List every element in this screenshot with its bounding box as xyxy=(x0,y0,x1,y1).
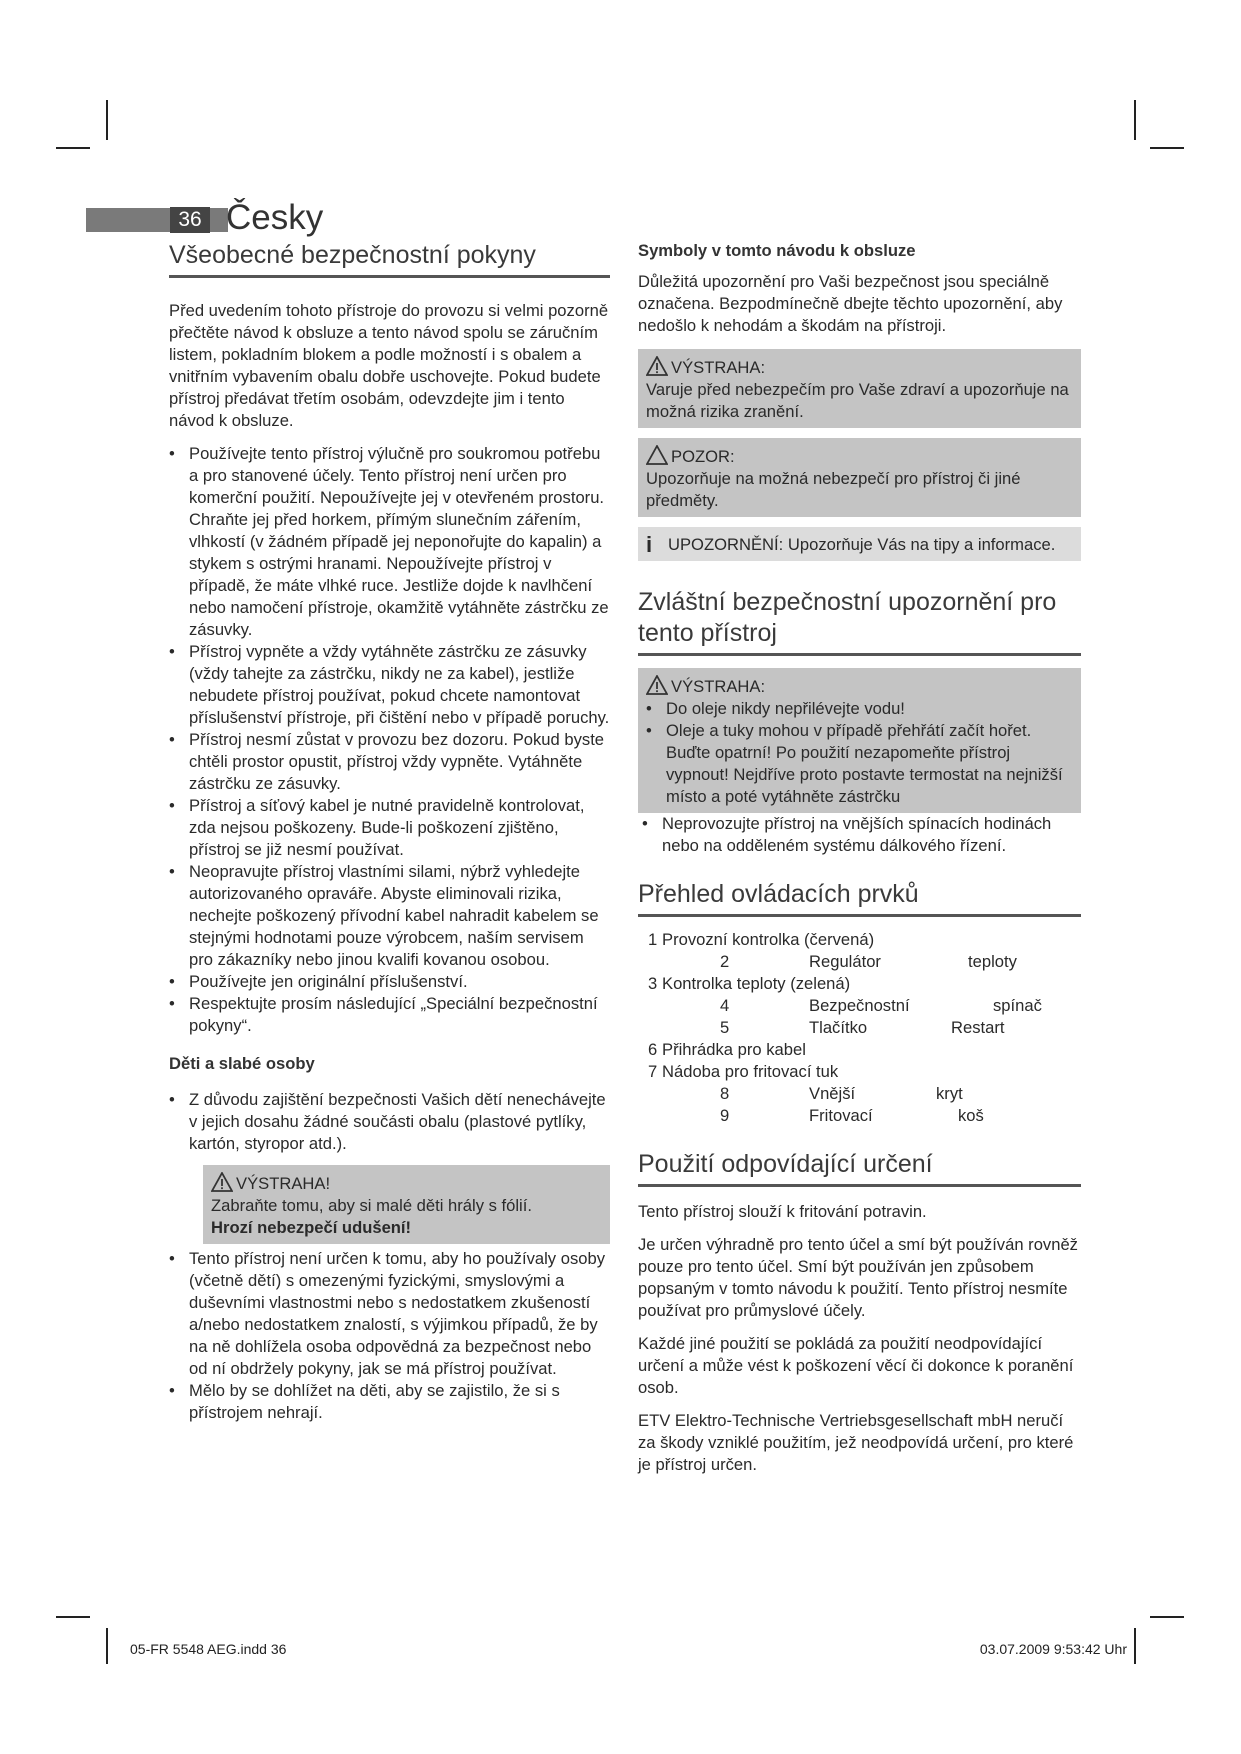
list-item: 7 Nádoba pro fritovací tuk xyxy=(648,1062,839,1081)
footer-file: 05-FR 5548 AEG.indd 36 xyxy=(130,1641,287,1657)
intro-paragraph: Před uvedením tohoto přístroje do provozu si velmi pozorně přečtěte návod k obsluze a tento návod spolu se záručním listem, pokladním blokem a podle možností i s obalem a vnitřním vybavením obalu dobře uschovejte. Pokud budete přístroj předávat třetím osobám, odevzdejte jim i tento návod k obsluze. xyxy=(169,301,609,430)
notice-text: Upozorňuje Vás na tipy a informace. xyxy=(787,535,1056,554)
warning-title-row xyxy=(646,675,1073,698)
language-title: Česky xyxy=(226,198,324,237)
list-item: 4 Bezpečnostní spínač xyxy=(720,996,1042,1015)
crop-mark xyxy=(1134,100,1136,140)
crop-mark xyxy=(56,147,90,149)
warning-text: Zabraňte tomu, aby si malé děti hrály s fólií. xyxy=(211,1196,532,1215)
symbols-heading: Symboly v tomto návodu k obsluze xyxy=(638,241,916,260)
children-heading: Děti a slabé osoby xyxy=(169,1054,315,1073)
list-item: • Používejte tento přístroj výlučně pro soukromou potřebu a pro stanovené účely. Tento přístroj není určen pro komerční použití. Nepoužívejte jej v otevřeném prostoru. Chraňte jej před horkem, přímým slunečním zářením, vlhkostí (v žádném případě jej neponořujte do kapalin) a stykem s ostrými hranami. Nepoužívejte přístroj v případě, že máte vlhké ruce. Jestliže dojde k navlhčení nebo namočení přístroje, okamžitě vytáhněte zástrčku ze zásuvky. xyxy=(169,443,610,641)
list-item: • Oleje a tuky mohou v případě přehřátí začít hořet. Buďte opatrní! Po použití nezapomeňte přístroj vypnout! Nejdříve proto postavte termostat na nejnižší místo a poté vytáhněte zástrčku xyxy=(646,720,1073,808)
warning-icon xyxy=(646,445,668,465)
list-item: • Respektujte prosím následující „Speciální bezpečnostní pokyny“. xyxy=(169,993,610,1037)
warning-text: Varuje před nebezpečím pro Vaše zdraví a upozorňuje na možná rizika zranění. xyxy=(646,380,1069,421)
children-list-2 xyxy=(169,1248,610,1424)
page-number: 36 xyxy=(170,207,210,233)
crop-mark xyxy=(1150,147,1184,149)
warning-bold: Hrozí nebezpečí udušení! xyxy=(211,1218,412,1237)
warning-box xyxy=(638,349,1081,428)
caution-title-row xyxy=(646,445,1073,468)
caution-box xyxy=(638,438,1081,517)
special-warning-list xyxy=(646,698,1073,808)
caution-title: POZOR: xyxy=(671,447,735,466)
safety-list xyxy=(169,443,610,1037)
section-title-general: Všeobecné bezpečnostní pokyny xyxy=(169,240,610,278)
list-item: • Používejte jen originální příslušenství. xyxy=(169,971,610,993)
footer-date: 03.07.2009 9:53:42 Uhr xyxy=(979,1641,1127,1657)
caution-text: Upozorňuje na možná nebezpečí pro přístroj či jiné předměty. xyxy=(646,469,1021,510)
warning-title-row xyxy=(646,356,1073,379)
list-item: 6 Přihrádka pro kabel xyxy=(648,1040,806,1059)
warning-icon xyxy=(646,675,668,695)
notice-row xyxy=(646,534,1073,556)
use-paragraph: Je určen výhradně pro tento účel a smí být používán rovněž pouze pro tento účel. Smí být používán jen způsobem popsaným v tomto návodu k použití. Tento přístroj nesmíte používat pro průmyslové účely. xyxy=(638,1235,1078,1320)
warning-title: VÝSTRAHA: xyxy=(671,358,766,377)
use-paragraph: ETV Elektro-Technische Vertriebsgesellschaft mbH neručí za škody vzniklé použitím, jež neodpovídá určení, pro které je přístroj určen. xyxy=(638,1411,1074,1474)
special-list xyxy=(642,813,1081,857)
list-item: 2 Regulátor teploty xyxy=(720,952,1017,971)
info-icon: i xyxy=(646,532,653,557)
list-item: 5 Tlačítko Restart xyxy=(720,1018,1005,1037)
list-item: • Přístroj nesmí zůstat v provozu bez dozoru. Pokud byste chtěli prostor opustit, přístroj vždy vypněte. Vytáhněte zástrčku ze zásuvky. xyxy=(169,729,610,795)
warning-box xyxy=(203,1165,610,1244)
use-paragraph: Každé jiné použití se pokládá za použití neodpovídající určení a může vést k poškození věcí či dokonce k poranění osob. xyxy=(638,1334,1074,1397)
list-item: • Tento přístroj není určen k tomu, aby ho používaly osoby (včetně dětí) s omezenými fyzickými, smyslovými a duševními vlastnostmi nebo s nedostatkem zkušeností a/nebo nedostatkem znalostí, s výjimkou případů, že by na ně dohlížela osoba odpovědná za bezpečnost nebo od ní obdržely pokyny, jak se má přístroj používat. xyxy=(169,1248,610,1380)
crop-mark xyxy=(106,100,108,140)
notice-title: UPOZORNĚNÍ: xyxy=(668,535,784,554)
right-column xyxy=(638,240,1081,1476)
list-item: 3 Kontrolka teploty (zelená) xyxy=(648,974,851,993)
warning-icon xyxy=(211,1172,233,1192)
crop-mark xyxy=(56,1616,90,1618)
list-item: 9 Fritovací koš xyxy=(720,1106,984,1125)
crop-mark xyxy=(106,1628,108,1664)
special-warning-box xyxy=(638,668,1081,813)
crop-mark xyxy=(1150,1616,1184,1618)
parts-list xyxy=(638,929,1081,1127)
list-item: • Neopravujte přístroj vlastními silami, nýbrž vyhledejte autorizovaného opraváře. Abyste eliminovali rizika, nechejte poškozený přívodní kabel nahradit kabelem se stejnými hodnotami pouze výrobcem, naším servisem pro zákazníky nebo jinou kvalifi kovanou osobou. xyxy=(169,861,610,971)
warning-title: VÝSTRAHA: xyxy=(671,677,766,696)
list-item: • Do oleje nikdy nepřilévejte vodu! xyxy=(646,698,1073,720)
list-item: • Neprovozujte přístroj na vnějších spínacích hodinách nebo na odděleném systému dálkového řízení. xyxy=(642,813,1081,857)
notice-box xyxy=(638,527,1081,561)
children-list xyxy=(169,1089,610,1155)
crop-mark xyxy=(1134,1628,1136,1664)
list-item: • Přístroj vypněte a vždy vytáhněte zástrčku ze zásuvky (vždy tahejte za zástrčku, nikdy ne za kabel), jestliže nebudete přístroj používat, pokud chcete namontovat příslušenství přístroje, při čištění nebo v případě poruchy. xyxy=(169,641,610,729)
list-item: • Z důvodu zajištění bezpečnosti Vašich dětí nenechávejte v jejich dosahu žádné součásti obalu (plastové pytlíky, kartón, styropor atd.). xyxy=(169,1089,610,1155)
section-title-overview: Přehled ovládacích prvků xyxy=(638,879,1081,917)
symbols-intro: Důležitá upozornění pro Vaši bezpečnost jsou speciálně označena. Bezpodmínečně dbejte těchto upozornění, aby nedošlo k nehodám a škodám na přístroji. xyxy=(638,272,1063,335)
list-item: 1 Provozní kontrolka (červená) xyxy=(648,930,875,949)
section-title-special: Zvláštní bezpečnostní upozornění pro tento přístroj xyxy=(638,587,1081,656)
use-paragraph: Tento přístroj slouží k fritování potravin. xyxy=(638,1202,927,1221)
left-column xyxy=(169,240,610,1424)
list-item: 8 Vnější kryt xyxy=(720,1084,963,1103)
section-title-use: Použití odpovídající určení xyxy=(638,1149,1081,1187)
warning-title: VÝSTRAHA! xyxy=(236,1174,331,1193)
warning-title-row xyxy=(211,1172,602,1195)
list-item: • Přístroj a síťový kabel je nutné pravidelně kontrolovat, zda nejsou poškozeny. Bude-li poškození zjištěno, přístroj se již nesmí používat. xyxy=(169,795,610,861)
warning-icon xyxy=(646,356,668,376)
list-item: • Mělo by se dohlížet na děti, aby se zajistilo, že si s přístrojem nehrají. xyxy=(169,1380,610,1424)
